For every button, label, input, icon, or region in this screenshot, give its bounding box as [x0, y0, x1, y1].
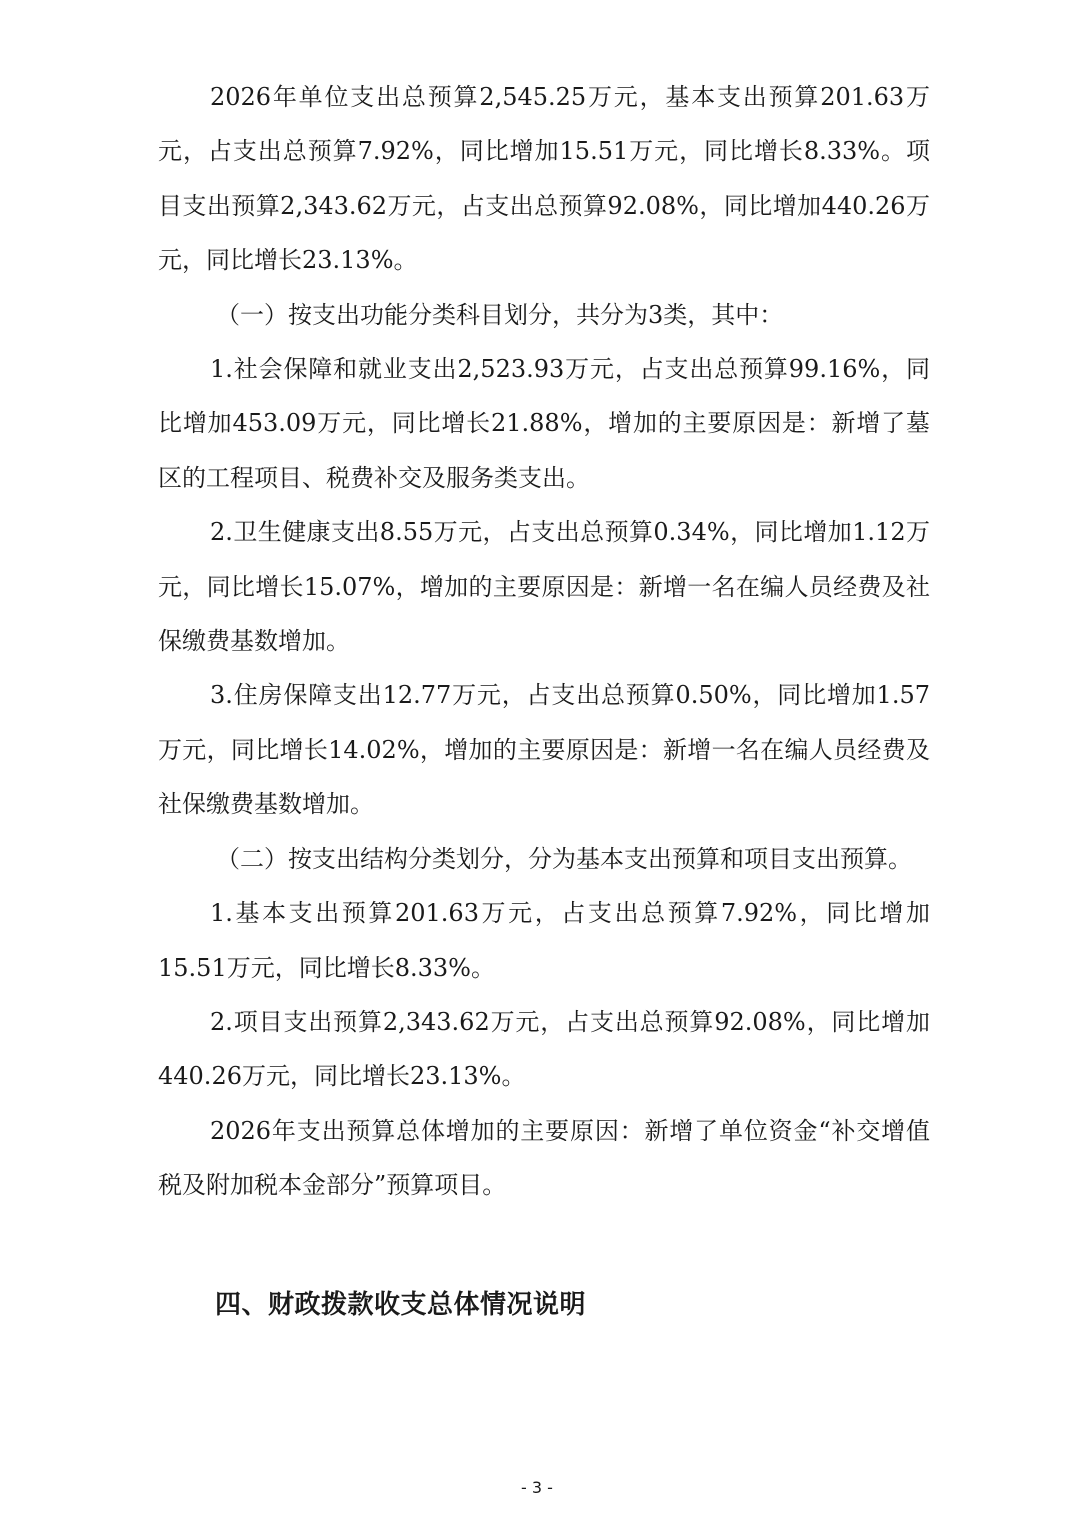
paragraph-structural-classification: （二）按支出结构分类划分，分为基本支出预算和项目支出预算。 [216, 844, 912, 873]
paragraph-project-expenditure: 2.项目支出预算2,343.62万元，占支出总预算92.08%，同比增加440.26万元，同比增长23.13%。 [158, 1007, 930, 1091]
paragraph-housing: 3.住房保障支出12.77万元，占支出总预算0.50%，同比增加1.57万元，同比增长14.02%，增加的主要原因是：新增一名在编人员经费及社保缴费基数增加。 [158, 681, 930, 819]
paragraph-increase-reason: 2026年支出预算总体增加的主要原因：新增了单位资金“补交增值税及附加税本金部分”预算项目。 [158, 1116, 930, 1200]
paragraph-social-security: 1.社会保障和就业支出2,523.93万元，占支出总预算99.16%，同比增加453.09万元，同比增长21.88%，增加的主要原因是：新增了墓区的工程项目、税费补交及服务类支出。 [158, 355, 930, 492]
section-heading: 四、财政拨款收支总体情况说明 [215, 1290, 587, 1320]
paragraph-total-budget: 2026年单位支出总预算2,545.25万元，基本支出预算201.63万元，占支出总预算7.92%，同比增加15.51万元，同比增长8.33%。项目支出预算2,343.62万元，占支出总预算92.08%，同比增加440.26万元，同比增长23.13%。 [158, 83, 930, 275]
paragraph-health: 2.卫生健康支出8.55万元，占支出总预算0.34%，同比增加1.12万元，同比增长15.07%，增加的主要原因是：新增一名在编人员经费及社保缴费基数增加。 [158, 518, 930, 656]
page-number: - 3 - [521, 1478, 553, 1497]
body-text [158, 70, 930, 1213]
paragraph-basic-expenditure: 1.基本支出预算201.63万元，占支出总预算7.92%，同比增加15.51万元，同比增长8.33%。 [158, 899, 930, 982]
paragraph-functional-classification: （一）按支出功能分类科目划分，共分为3类，其中： [216, 300, 784, 329]
